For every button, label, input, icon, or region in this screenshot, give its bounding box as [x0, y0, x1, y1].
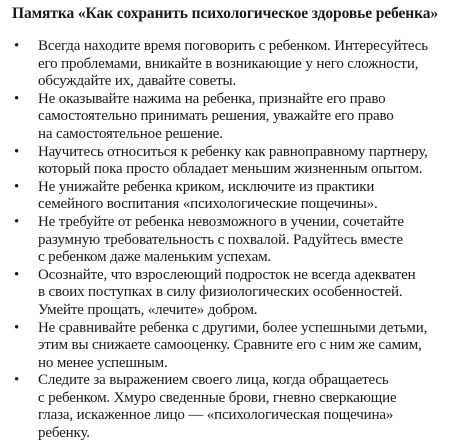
recommendation-list	[0, 38, 428, 443]
list-item	[0, 91, 428, 144]
list-item	[0, 144, 428, 179]
list-item-text-line: ребенку.	[38, 425, 90, 442]
list-item-text-line: Не оказывайте нажима на ребенка, признайте его право	[38, 90, 386, 107]
list-item-text-line: который пока просто обладает меньшим жизненным опытом.	[38, 161, 423, 178]
list-item-text-line: с ребенком даже маленьким успехам.	[38, 249, 272, 266]
bullet-icon: •	[14, 178, 20, 195]
list-item-text-line: в своих поступках в силу физиологических особенностей.	[38, 284, 403, 301]
list-item	[0, 372, 428, 442]
list-item-text-line: с ребенком. Хмуро сведенные брови, гневно сверкающие	[38, 389, 397, 406]
bullet-icon: •	[14, 213, 20, 230]
bullet-icon: •	[14, 143, 20, 160]
list-item-text-line: Не требуйте от ребенка невозможного в учении, сочетайте	[38, 213, 404, 230]
bullet-icon: •	[14, 266, 20, 283]
list-item-text-line: Умейте прощать, «лечите» добром.	[38, 301, 258, 318]
bullet-icon: •	[14, 90, 20, 107]
list-item-text-line: семейного воспитания «психологические пощечины».	[38, 196, 378, 213]
list-item-text-line: его проблемами, вникайте в возникающие у него сложности,	[38, 55, 419, 72]
bullet-icon: •	[14, 319, 20, 336]
list-item-text-line: разумную требовательность с похвалой. Радуйтесь вместе	[38, 231, 403, 248]
list-item-text-line: Научитесь относиться к ребенку как равноправному партнеру,	[38, 143, 428, 160]
list-item-text-line: Не унижайте ребенка криком, исключите из практики	[38, 178, 375, 195]
list-item-text-line: Следите за выражением своего лица, когда обращаетесь	[38, 372, 389, 389]
list-item	[0, 267, 428, 320]
list-item-text-line: Осознайте, что взрослеющий подросток не всегда адекватен	[38, 266, 416, 283]
list-item-text-line: Не сравнивайте ребенка с другими, более успешными детьми,	[38, 319, 428, 336]
document-title: Памятка «Как сохранить психологическое здоровье ребенка»	[11, 5, 439, 22]
bullet-icon: •	[14, 38, 20, 54]
list-item	[0, 320, 428, 373]
list-item	[0, 214, 428, 267]
list-item-text-line: обсуждайте их, давайте советы.	[38, 73, 237, 90]
bullet-icon: •	[14, 372, 20, 389]
list-item-text-line: на самостоятельное решение.	[38, 125, 223, 142]
list-item-text-line: самостоятельно принимать решения, уважайте его право	[38, 108, 394, 125]
list-item-text-line: этим вы снижаете самооценку. Сравните его с ним же самим,	[38, 337, 422, 354]
list-item	[0, 38, 428, 91]
list-item	[0, 179, 428, 214]
list-item-text-line: но менее успешным.	[38, 354, 168, 371]
list-item-text-line: глаза, искаженное лицо — «психологическая пощечина»	[38, 407, 394, 424]
list-item-text-line: Всегда находите время поговорить с ребенком. Интересуйтесь	[38, 38, 428, 54]
